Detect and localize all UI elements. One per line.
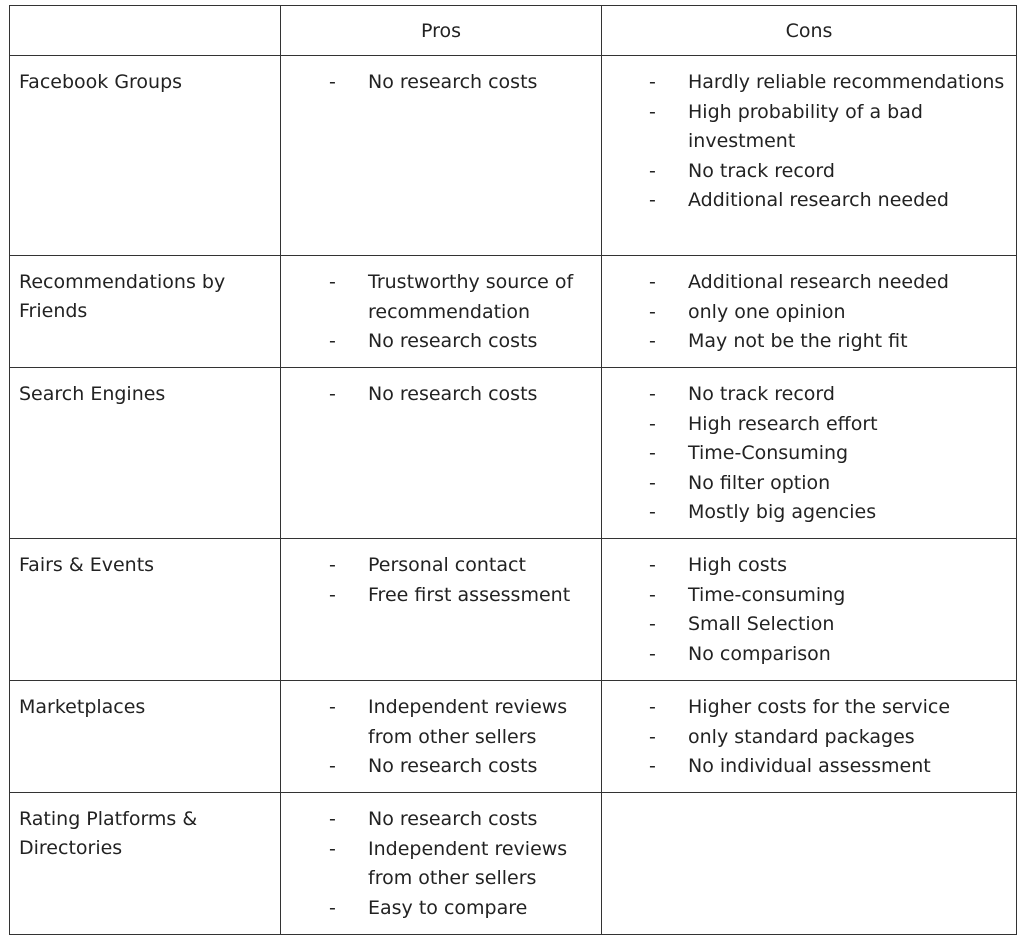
dash-icon: - [649,554,656,576]
pros-cell [281,539,602,681]
list-item [281,68,595,98]
con-text: only one opinion [688,300,846,323]
dash-icon: - [329,71,336,93]
con-text: High costs [688,554,788,576]
list-item [281,835,595,894]
con-text: No track record [688,159,835,182]
con-text: Time-Consuming [688,442,849,464]
list-item [281,268,595,327]
pro-text: No research costs [368,71,538,93]
list-item [602,610,1010,640]
pros-cell [281,256,602,368]
dash-icon: - [649,642,656,665]
list-item [602,752,1010,782]
pros-cell [281,368,602,539]
pro-text: No research costs [368,755,538,777]
list-item [602,498,1010,528]
con-text: No comparison [688,642,831,665]
cons-cell [602,368,1017,539]
pro-text: Easy to compare [368,896,528,919]
source-cell: Facebook Groups [10,56,281,256]
dash-icon: - [649,501,656,523]
table-row [10,368,1017,539]
header-cons: Cons [602,6,1017,56]
cons-cell [602,56,1017,256]
pros-list [281,68,595,98]
list-item [602,68,1010,98]
dash-icon: - [649,100,656,123]
con-text: High probability of a bad investment [688,100,923,152]
con-text: May not be the right fit [688,330,908,352]
con-text: No track record [688,383,835,405]
cons-list [602,551,1010,669]
con-text: Higher costs for the service [688,696,951,718]
list-item [602,327,1010,357]
header-pros: Pros [281,6,602,56]
pros-list [281,805,595,923]
dash-icon: - [649,696,656,718]
con-text: Additional research needed [688,271,949,293]
con-text: No individual assessment [688,755,931,777]
con-text: No filter option [688,471,831,494]
list-item [602,640,1010,670]
pros-list [281,693,595,782]
dash-icon: - [649,725,656,748]
list-item [281,581,595,611]
source-cell: Marketplaces [10,681,281,793]
list-item [602,693,1010,723]
dash-icon: - [329,696,336,718]
list-item [281,380,595,410]
list-item [602,723,1010,753]
table-row [10,256,1017,368]
cons-cell [602,539,1017,681]
con-text: Mostly big agencies [688,501,877,523]
source-cell: Recommendations by Friends [10,256,281,368]
pro-text: Trustworthy source of recommendation [368,271,574,323]
source-cell: Rating Platforms & Directories [10,793,281,935]
con-text: Time-consuming [688,583,846,606]
list-item [281,327,595,357]
list-item [281,693,595,752]
pro-text: Independent reviews from other sellers [368,696,568,748]
dash-icon: - [649,755,656,777]
dash-icon: - [649,159,656,182]
dash-icon: - [649,583,656,606]
list-item [602,410,1010,440]
dash-icon: - [329,271,336,293]
cons-list [602,68,1010,216]
list-item [602,186,1010,216]
cons-list [602,268,1010,357]
pro-text: No research costs [368,808,538,830]
dash-icon: - [649,189,656,211]
dash-icon: - [329,837,336,860]
dash-icon: - [649,471,656,494]
dash-icon: - [329,755,336,777]
pros-cell [281,56,602,256]
source-cell: Search Engines [10,368,281,539]
table-row [10,681,1017,793]
list-item [602,157,1010,187]
cons-cell [602,681,1017,793]
dash-icon: - [649,271,656,293]
dash-icon: - [649,442,656,464]
pros-list [281,551,595,610]
con-text: Additional research needed [688,189,949,211]
list-item [281,805,595,835]
pro-text: No research costs [368,383,538,405]
pros-cell [281,681,602,793]
dash-icon: - [329,383,336,405]
list-item [602,439,1010,469]
list-item [602,551,1010,581]
dash-icon: - [329,808,336,830]
comparison-table [9,5,1017,935]
dash-icon: - [649,613,656,635]
list-item [281,551,595,581]
list-item [281,894,595,924]
dash-icon: - [649,300,656,323]
pros-list [281,380,595,410]
header-source [10,6,281,56]
pro-text: No research costs [368,330,538,352]
pros-cell [281,793,602,935]
cons-list [602,693,1010,782]
dash-icon: - [649,71,656,93]
header-row [10,6,1017,56]
list-item [602,380,1010,410]
dash-icon: - [329,583,336,606]
cons-cell [602,256,1017,368]
con-text: Small Selection [688,613,835,635]
list-item [602,298,1010,328]
list-item [602,268,1010,298]
source-cell: Fairs & Events [10,539,281,681]
table-row [10,793,1017,935]
dash-icon: - [649,383,656,405]
list-item [602,581,1010,611]
dash-icon: - [329,330,336,352]
dash-icon: - [649,412,656,435]
dash-icon: - [329,554,336,576]
cons-cell [602,793,1017,935]
dash-icon: - [329,896,336,919]
pros-list [281,268,595,357]
cons-list [602,380,1010,528]
list-item [281,752,595,782]
list-item [602,98,1010,157]
con-text: High research effort [688,412,878,435]
dash-icon: - [649,330,656,352]
con-text: only standard packages [688,725,915,748]
table-row [10,539,1017,681]
pro-text: Personal contact [368,554,526,576]
pro-text: Independent reviews from other sellers [368,837,568,889]
table-row [10,56,1017,256]
list-item [602,469,1010,499]
pro-text: Free first assessment [368,583,571,606]
con-text: Hardly reliable recommendations [688,71,1005,93]
